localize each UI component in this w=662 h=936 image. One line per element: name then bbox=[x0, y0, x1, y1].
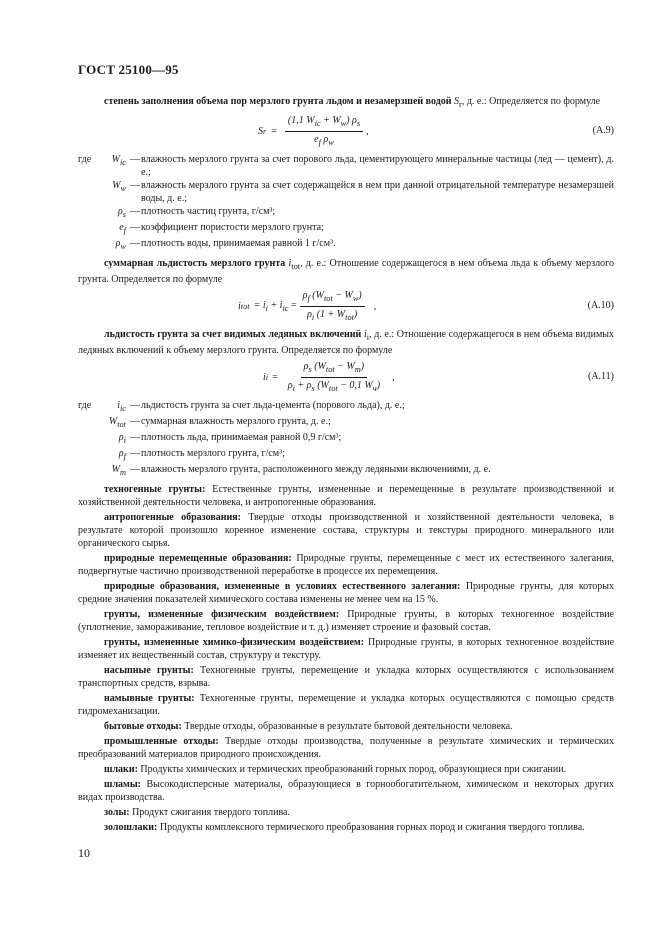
def-symbol bbox=[100, 447, 129, 463]
term-text: Техногенные грунты, перемещение и укладка которых осуществляются с использованием транспортных средств, взрыва. bbox=[78, 665, 614, 689]
term: промышленные отходы: bbox=[104, 736, 219, 747]
formula-tail: , bbox=[373, 301, 377, 312]
definition-row bbox=[78, 237, 614, 253]
term: антропогенные образования: bbox=[104, 512, 242, 523]
formula-subscript: i bbox=[265, 303, 268, 313]
term: намывные грунты: bbox=[104, 693, 195, 704]
def-symbol-subscript: w bbox=[120, 184, 126, 193]
fraction bbox=[300, 289, 365, 324]
term-text: Естественные грунты, измененные и перемещенные в результате производственной и хозяйственной деятельности человека, и антропогенные образования. bbox=[78, 484, 614, 508]
symbol: i bbox=[288, 258, 292, 269]
equals-sign: = bbox=[288, 299, 297, 311]
dash: — bbox=[130, 238, 140, 249]
definition-row bbox=[78, 153, 614, 179]
formula-tail: , bbox=[392, 372, 395, 383]
def-symbol-letter: ρ bbox=[115, 238, 121, 249]
def-symbol-letter: W bbox=[108, 416, 118, 427]
formula-tail: , bbox=[366, 126, 369, 137]
definition-row bbox=[78, 463, 614, 479]
denom-subscript: s bbox=[311, 384, 315, 393]
numer-part: (W bbox=[309, 290, 324, 301]
def-symbol bbox=[100, 399, 129, 415]
formula-expression bbox=[263, 360, 395, 395]
def-description: влажность мерзлого грунта за счет содержащейся в нем при данной отрицательной температуре незамерзшей воды, д. е.; bbox=[141, 180, 614, 204]
term: грунты, измененные химико-физическим воздействием: bbox=[104, 637, 365, 648]
term-paragraph bbox=[78, 636, 614, 662]
symbol-subscript: r bbox=[459, 100, 462, 109]
def-symbol-subscript: s bbox=[122, 210, 126, 219]
symbol: i bbox=[363, 329, 367, 340]
formula-a11 bbox=[78, 360, 614, 394]
term-paragraph bbox=[78, 608, 614, 634]
numer-part: ρ bbox=[303, 361, 309, 372]
def-description: суммарная влажность мерзлого грунта, д. е.; bbox=[141, 416, 331, 427]
def-symbol bbox=[100, 221, 129, 237]
numer-subscript: m bbox=[354, 365, 361, 374]
term-text: Природные грунты, перемещенные с мест их естественного залегания, подвергнутые частично производственной переработке в процессе их перемещения. bbox=[78, 553, 614, 577]
formula-part: + i bbox=[267, 299, 283, 311]
term-paragraph bbox=[78, 664, 614, 690]
term: природные перемещенные образования: bbox=[104, 553, 292, 564]
symbol-subscript: tot bbox=[291, 262, 301, 271]
dash: — bbox=[130, 464, 140, 475]
denom-part: ρ bbox=[307, 309, 312, 320]
numer-part: (W bbox=[311, 361, 326, 372]
def-symbol-letter: ρ bbox=[118, 448, 124, 459]
term-paragraph bbox=[78, 552, 614, 578]
numer-part: (1,1 W bbox=[287, 115, 315, 126]
def-symbol-subscript: ic bbox=[119, 158, 126, 167]
dash: — bbox=[130, 180, 140, 191]
term: суммарная льдистость мерзлого грунта bbox=[104, 258, 286, 269]
formula-number: (А.10) bbox=[587, 300, 614, 311]
formula-lhs-subscript: i bbox=[265, 373, 269, 382]
denom-subscript: tot bbox=[328, 384, 338, 393]
definition-paragraph bbox=[78, 95, 614, 111]
fraction-denominator bbox=[285, 378, 383, 395]
page-number: 10 bbox=[78, 846, 90, 860]
term-paragraph bbox=[78, 806, 614, 819]
denom-part: ) bbox=[376, 380, 381, 391]
definition-row bbox=[78, 431, 614, 447]
term: золы: bbox=[104, 807, 130, 818]
formula-middle bbox=[254, 299, 297, 315]
formula-a9 bbox=[78, 114, 614, 148]
fraction-numerator bbox=[285, 114, 363, 132]
def-symbol bbox=[100, 237, 129, 253]
numer-part: ) ρ bbox=[346, 115, 357, 126]
def-symbol-letter: W bbox=[111, 154, 120, 165]
def-symbol-subscript: w bbox=[120, 242, 126, 251]
term-text: Природные грунты, в которых техногенное воздействие (уплотнение, замораживание, тепловое воздействие и т. д.) изменяет строение и фазовый состав. bbox=[78, 609, 614, 633]
definition-text: , д. е.: Отношение содержащегося в нем объема видимых ледяных включений к объему мерзлого грунта. Определяется по формуле bbox=[78, 329, 614, 356]
numer-part: ) bbox=[360, 361, 365, 372]
def-symbol bbox=[100, 153, 129, 169]
term: насыпные грунты: bbox=[104, 665, 194, 676]
fraction-denominator bbox=[311, 132, 337, 149]
term: грунты, измененные физическим воздействием: bbox=[104, 609, 340, 620]
term: льдистость грунта за счет видимых ледяных включений bbox=[104, 329, 362, 340]
term-paragraph bbox=[78, 778, 614, 804]
definition-row bbox=[78, 205, 614, 221]
where-label: где bbox=[78, 154, 92, 165]
term-paragraph bbox=[78, 692, 614, 718]
fraction bbox=[285, 114, 363, 149]
denom-part: ) bbox=[353, 309, 358, 320]
denom-subscript: w bbox=[328, 138, 334, 147]
dash: — bbox=[130, 448, 140, 459]
def-symbol-subscript: ic bbox=[119, 404, 126, 413]
def-symbol-subscript: m bbox=[119, 468, 126, 477]
denom-subscript: f bbox=[318, 138, 321, 147]
def-description: плотность частиц грунта, г/см³; bbox=[141, 206, 276, 217]
symbol-definitions bbox=[78, 153, 614, 253]
dash: — bbox=[130, 222, 140, 233]
numer-part: − W bbox=[332, 290, 353, 301]
def-symbol-letter: W bbox=[111, 464, 120, 475]
numer-subscript: ic bbox=[314, 119, 321, 128]
denom-part: ρ bbox=[320, 134, 329, 145]
term-text: Техногенные грунты, перемещение и укладка которых осуществляются с помощью средств гидромеханизации. bbox=[78, 693, 614, 717]
definition-row bbox=[78, 221, 614, 237]
def-symbol-letter: ρ bbox=[117, 206, 123, 217]
formula-expression bbox=[258, 114, 369, 149]
dash: — bbox=[130, 416, 140, 427]
def-description: влажность мерзлого грунта за счет порового льда, цементирующего минеральные частицы (лед — цемент), д. е.; bbox=[141, 154, 614, 178]
def-description: льдистость грунта за счет льда-цемента (порового льда), д. е.; bbox=[141, 400, 405, 411]
equals-sign: = bbox=[271, 126, 277, 137]
numer-subscript: s bbox=[308, 365, 312, 374]
def-description: влажность мерзлого грунта, расположенного между ледяными включениями, д. е. bbox=[141, 464, 491, 475]
definition-text: , д. е.: Отношение содержащегося в нем объема льда к объему мерзлого грунта. Определяется по формуле bbox=[78, 258, 614, 285]
denom-subscript: ч bbox=[372, 384, 377, 393]
dash: — bbox=[130, 206, 140, 217]
def-description: плотность воды, принимаемая равной 1 г/см³. bbox=[141, 238, 336, 249]
fraction-denominator bbox=[304, 307, 360, 324]
def-description: коэффициент пористости мерзлого грунта; bbox=[141, 222, 324, 233]
def-symbol-subscript: i bbox=[123, 436, 126, 445]
term: золошлаки: bbox=[104, 822, 158, 833]
formula-number: (А.9) bbox=[592, 125, 614, 136]
term: степень заполнения объема пор мерзлого грунта льдом и незамерзшей водой bbox=[104, 96, 452, 107]
formula-expression bbox=[238, 289, 376, 324]
def-symbol-letter: e bbox=[119, 222, 124, 233]
def-symbol bbox=[100, 205, 129, 221]
term-text: Высокодисперсные материалы, образующиеся в горнообогатительном, химическом и некоторых других видах производства. bbox=[78, 779, 614, 803]
definition-row bbox=[78, 399, 614, 415]
where-label: где bbox=[78, 400, 92, 411]
equals-sign: = bbox=[272, 372, 278, 383]
definition-row bbox=[78, 179, 614, 205]
term-text: Продукты комплексного термического преобразования горных пород и сжигания твердого топлива. bbox=[157, 822, 585, 833]
formula-a10 bbox=[78, 289, 614, 323]
numer-part: ) bbox=[358, 290, 362, 301]
standard-title: ГОСТ 25100—95 bbox=[78, 62, 179, 77]
def-symbol-subscript: tot bbox=[117, 420, 126, 429]
symbol-definitions bbox=[78, 399, 614, 479]
formula-subscript: ic bbox=[282, 303, 289, 313]
formula-lhs: i bbox=[263, 372, 266, 383]
term-text: Продукт сжигания твердого топлива. bbox=[129, 807, 290, 818]
dash: — bbox=[130, 400, 140, 411]
def-symbol-letter: ρ bbox=[118, 432, 124, 443]
def-description: плотность мерзлого грунта, г/см³; bbox=[141, 448, 285, 459]
numer-part: + W bbox=[320, 115, 341, 126]
def-description: плотность льда, принимаемая равной 0,9 г/см³; bbox=[141, 432, 342, 443]
term-paragraph bbox=[78, 763, 614, 776]
term-paragraph bbox=[78, 720, 614, 733]
denom-part: − 0,1 W bbox=[337, 380, 373, 391]
denom-part: e bbox=[314, 134, 319, 145]
term: шлаки: bbox=[104, 764, 138, 775]
numer-subscript: w bbox=[352, 294, 359, 303]
term-paragraph bbox=[78, 735, 614, 761]
formula-lhs: S bbox=[258, 126, 263, 137]
def-symbol-letter: W bbox=[112, 180, 121, 191]
term: природные образования, измененные в условиях естественного залегания: bbox=[104, 581, 461, 592]
term-paragraph bbox=[78, 580, 614, 606]
denom-subscript: i bbox=[292, 384, 295, 393]
denom-part: ρ bbox=[287, 380, 293, 391]
symbol: S bbox=[454, 96, 460, 107]
term-paragraph bbox=[78, 483, 614, 509]
formula-part: = i bbox=[253, 299, 266, 311]
definition-paragraph bbox=[78, 328, 614, 357]
denom-subscript: tot bbox=[345, 313, 354, 322]
formula-lhs-subscript: tot bbox=[240, 302, 250, 311]
fraction bbox=[285, 360, 383, 395]
definition-row bbox=[78, 415, 614, 431]
numer-part: ρ bbox=[302, 290, 308, 301]
dash: — bbox=[130, 154, 140, 165]
term-text: Продукты химических и термических преобразований горных пород, образующиеся при сжигании. bbox=[137, 764, 567, 775]
term-text: Природные грунты, в которых техногенное воздействие изменяет их вещественный состав, структуру и текстуру. bbox=[78, 637, 615, 661]
term: шламы: bbox=[104, 779, 142, 790]
formula-number: (А.11) bbox=[587, 371, 614, 382]
definition-paragraph bbox=[78, 257, 614, 286]
def-symbol-subscript: f bbox=[123, 452, 126, 461]
definition-text: , д. е.: Определяется по формуле bbox=[461, 96, 601, 107]
term: техногенные грунты: bbox=[104, 484, 206, 495]
denom-part: (W bbox=[314, 380, 329, 391]
def-symbol bbox=[100, 463, 129, 479]
numer-subscript: w bbox=[340, 119, 347, 128]
term-text: Природные грунты, для которых средние значения показателей химического состава изменены не менее чем на 15 %. bbox=[78, 581, 614, 605]
denom-subscript: i bbox=[311, 313, 315, 322]
fraction-numerator bbox=[300, 289, 365, 307]
definition-row bbox=[78, 447, 614, 463]
def-symbol bbox=[100, 179, 129, 195]
denom-part: (1 + W bbox=[314, 309, 346, 320]
def-symbol bbox=[100, 415, 129, 431]
numer-subscript: f bbox=[307, 294, 310, 303]
def-symbol-letter: i bbox=[117, 400, 120, 411]
symbol-subscript: i bbox=[366, 333, 370, 342]
denom-part: + ρ bbox=[294, 380, 312, 391]
numer-subscript: tot bbox=[323, 294, 333, 303]
term-paragraph bbox=[78, 511, 614, 550]
numer-subscript: s bbox=[356, 119, 361, 128]
page-content bbox=[78, 95, 614, 836]
term-paragraph bbox=[78, 821, 614, 834]
term-text: Твердые отходы производства, полученные в результате химических и термических преобразований материалов природного происхождения. bbox=[78, 736, 614, 760]
term-text: Твердые отходы, образованные в результате бытовой деятельности человека. bbox=[181, 721, 513, 732]
dash: — bbox=[130, 432, 140, 443]
formula-lhs-subscript: r bbox=[263, 127, 267, 136]
term-text: Твердые отходы производственной и хозяйственной деятельности человека, в результате которой произошло коренное изменение состава, структуры и текстуры природного минерального или органического сырья. bbox=[78, 512, 614, 549]
numer-subscript: tot bbox=[325, 365, 335, 374]
def-symbol bbox=[100, 431, 129, 447]
numer-part: − W bbox=[334, 361, 355, 372]
term: бытовые отходы: bbox=[104, 721, 182, 732]
def-symbol-subscript: f bbox=[123, 226, 126, 235]
fraction-numerator bbox=[301, 360, 367, 378]
formula-lhs: i bbox=[238, 301, 241, 312]
